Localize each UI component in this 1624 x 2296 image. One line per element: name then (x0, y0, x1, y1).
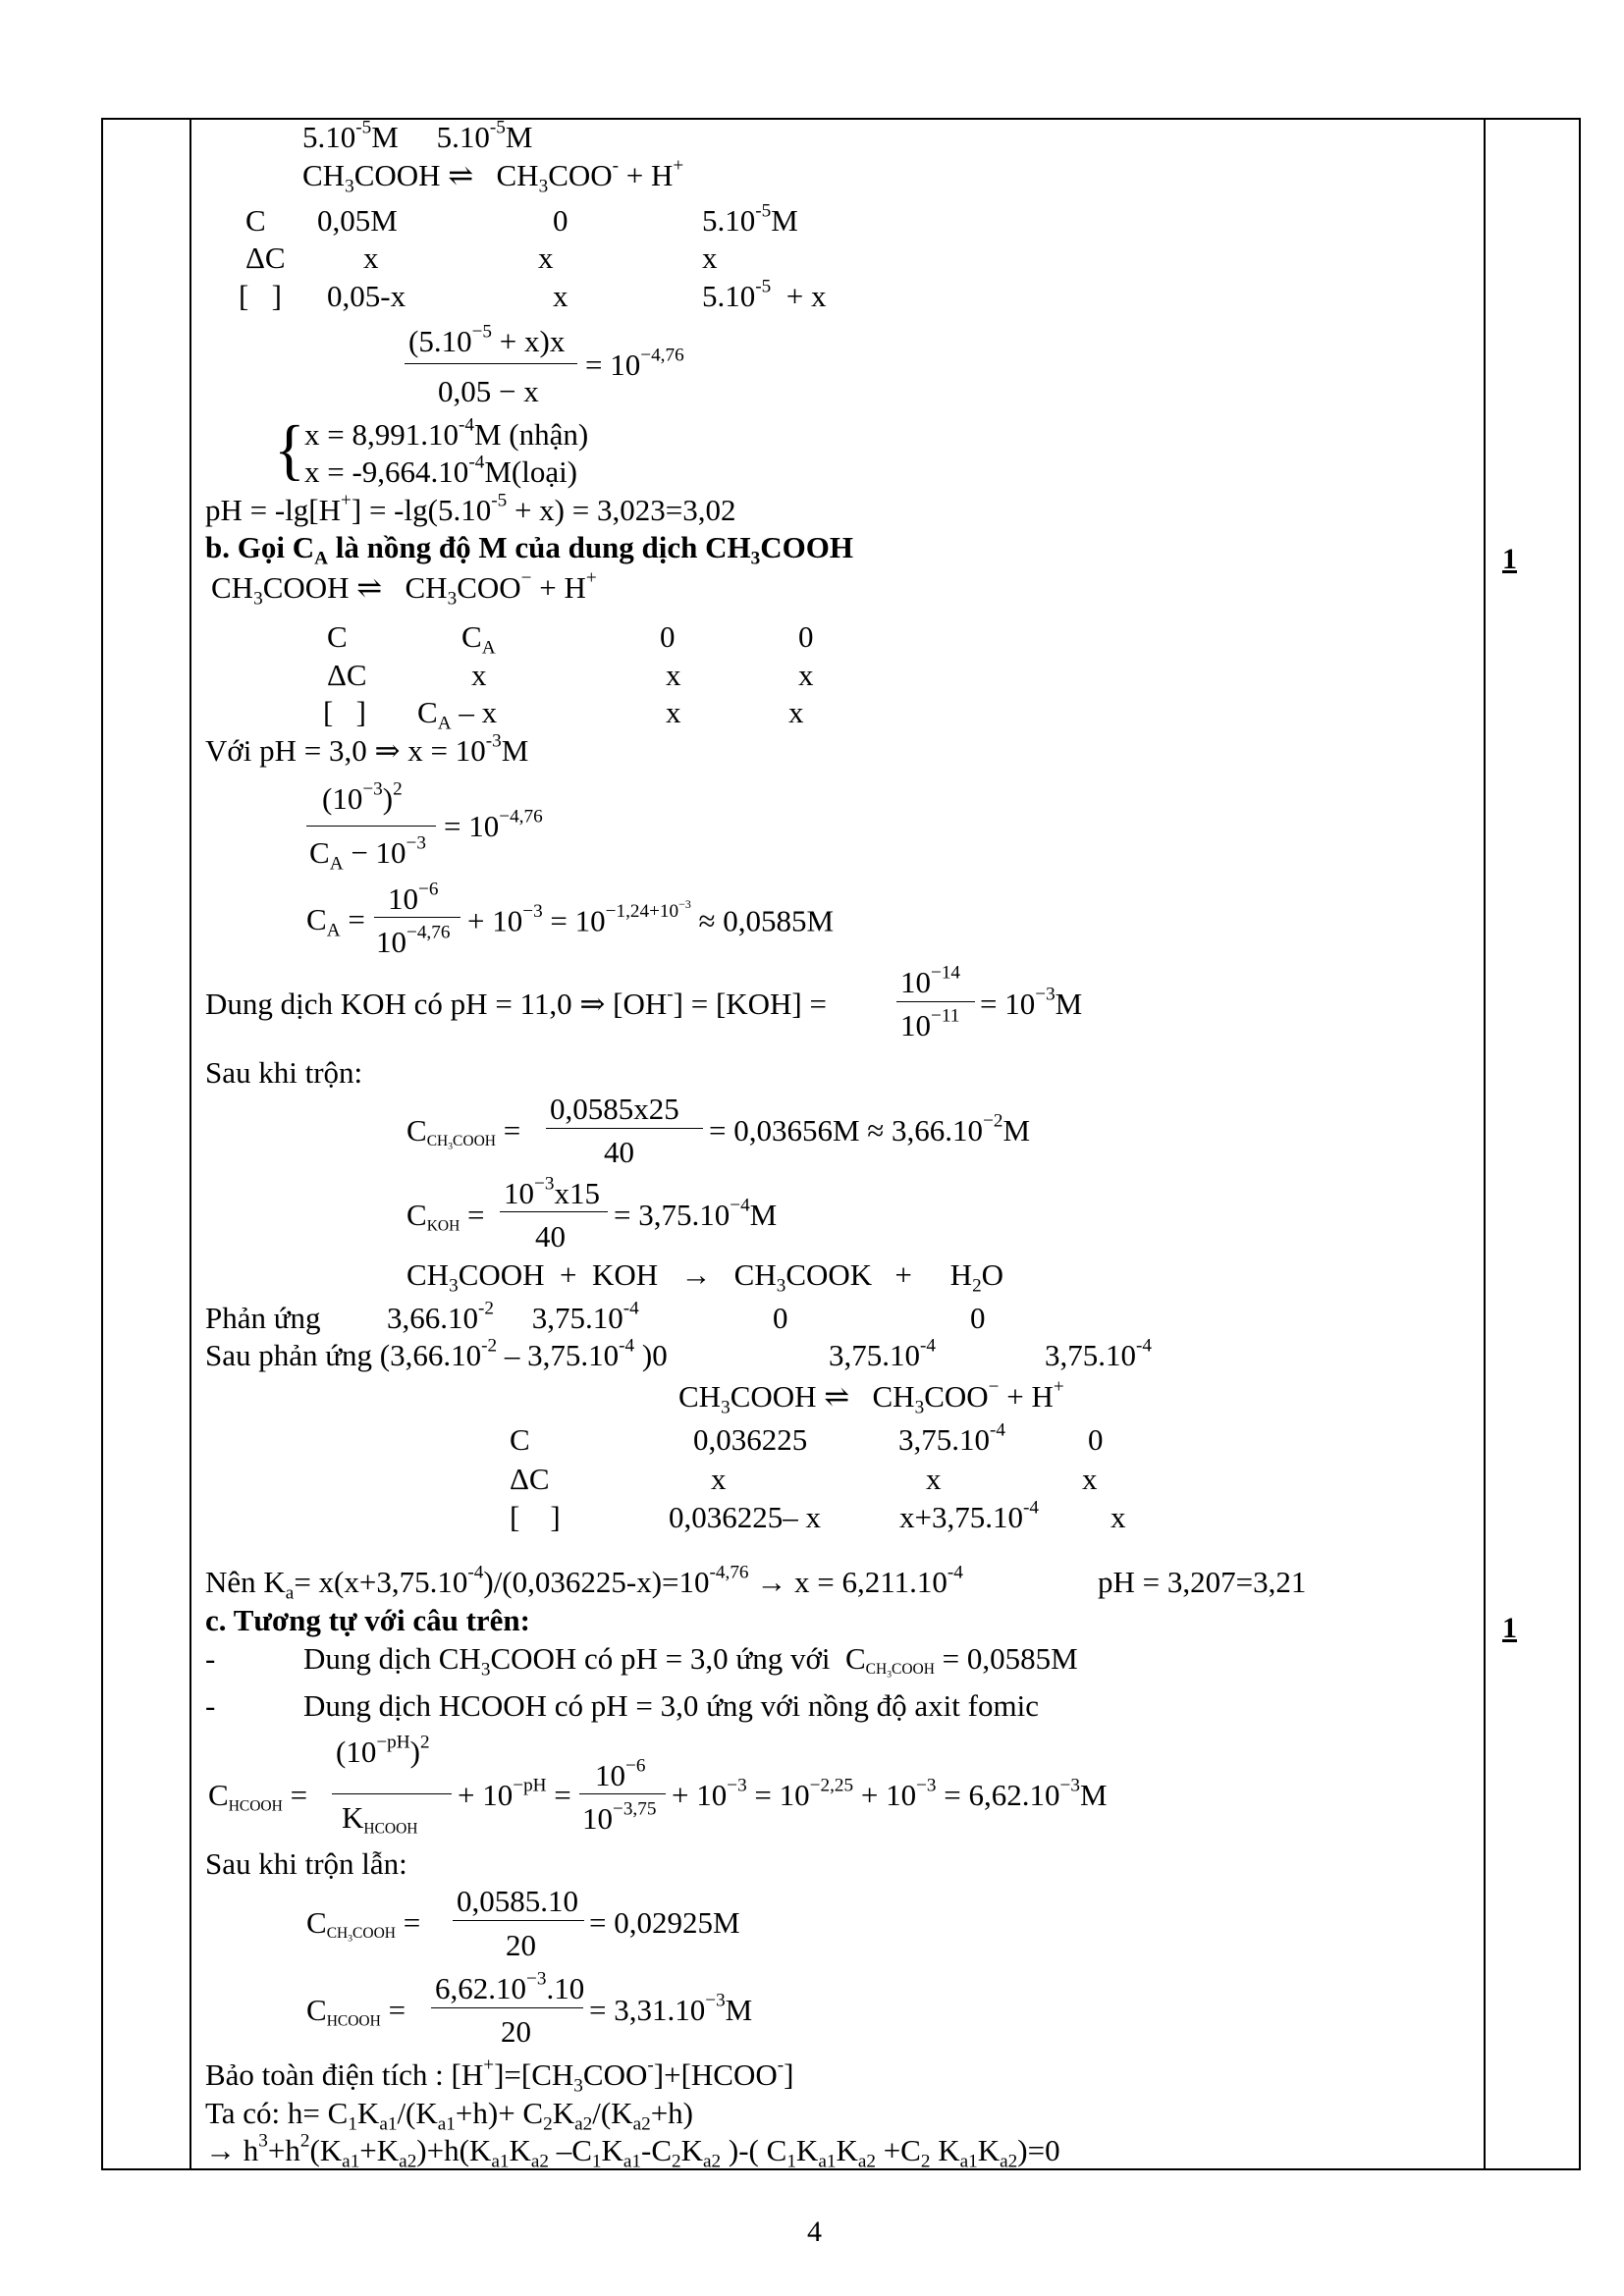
text-line-l36r: = $3,31.10^{-3}M$ (589, 1990, 753, 2027)
text-line-l12b: $C_A$ (461, 619, 496, 659)
text-line-l36d: 20 (501, 2014, 531, 2049)
fraction-bar (453, 1920, 584, 1921)
text-line-l31a: - (205, 1641, 216, 1676)
text-line-l01: $5.10^{-5}M$ $5.10^{-5}M$ (302, 117, 533, 154)
text-line-l35a: $C_{CH_3COOH}$ = (306, 1905, 421, 1945)
text-line-l02: $CH_3COOH$ ⇌ $CH_3COO^- + H^+$ (302, 155, 684, 197)
text-line-l08: $x = -9,664.10^{-4}M(loại)$ (304, 452, 578, 489)
text-line-l15: Với pH = 3,0 ⇒ $x = 10^{-3}M$ (205, 730, 529, 768)
text-line-l12d: 0 (798, 619, 814, 654)
text-line-l11: $CH_3COOH$ ⇌ $CH_3COO^- + H^+$ (211, 567, 597, 610)
text-line-l20n: 0,0585x25 (550, 1092, 679, 1126)
text-line-l27c: x (926, 1462, 942, 1496)
text-line-l27d: x (1082, 1462, 1098, 1496)
table-column-divider-right (1484, 118, 1486, 2170)
text-line-l18a: Dung dịch KOH có pH = 11,0 ⇒ [OH-] = [KOH] = (205, 984, 827, 1021)
text-line-l33m: + $10^{-pH}$ = (458, 1775, 571, 1812)
text-line-l33d: $K_{HCOOH}$ (342, 1800, 418, 1838)
text-line-l28a: [ ] (510, 1500, 561, 1534)
text-line-l24c: $3,75.10^{-4}$ (1045, 1335, 1152, 1372)
fraction-bar (374, 917, 460, 918)
fraction-bar (306, 826, 436, 827)
text-line-l33a: $C_{HCOOH}$ = (208, 1778, 308, 1815)
text-line-l06d: 0,05 − x (438, 374, 539, 408)
text-line-l04b: x (363, 240, 379, 275)
text-line-l18n: $10^{-14}$ (900, 962, 961, 999)
text-line-l13c: x (666, 658, 681, 692)
fraction-bar (405, 363, 577, 364)
text-line-l23b: $3,66.10^{-2}$ $3,75.10^{-4}$ (387, 1298, 639, 1335)
fraction-bar (896, 1001, 975, 1002)
text-line-l13a: ΔC (327, 658, 367, 692)
score-s2: 1 (1502, 1612, 1517, 1644)
text-line-l26d: 0 (1088, 1422, 1104, 1457)
text-line-l38: Ta có: $h= C_1K_{a1}/(K_{a1}+h)+ C_2K_{a2}/(K_{a2}+h)$ (205, 2096, 693, 2135)
text-line-l26a: C (510, 1422, 530, 1457)
text-line-l35d: 20 (506, 1928, 536, 1962)
text-line-l31b: Dung dịch $CH_3COOH$ có pH = 3,0 ứng với $C_{CH_3COOH} = 0,0585M$ (303, 1641, 1078, 1681)
text-line-l20d: 40 (604, 1135, 634, 1169)
text-line-l03b: 0,05M (317, 203, 398, 238)
text-line-l24a: Sau phản ứng ($3,66.10^{-2} - 3,75.10^{-4}$ )0 (205, 1335, 668, 1372)
text-line-l09: pH = $-\lg[H^+] = -\lg(5.10^{-5} + x) = 3,023=3,02$ (205, 490, 736, 527)
text-line-l28b: 0,036225– x (669, 1500, 821, 1534)
text-line-l21a: $C_{KOH}$ = (406, 1198, 485, 1235)
fraction-bar (332, 1793, 452, 1794)
text-line-l10: b. Gọi $C_A$ là nồng độ M của dung dịch $CH_3COOH$ (205, 530, 853, 569)
text-line-l04c: x (538, 240, 554, 275)
text-line-l13b: x (471, 658, 487, 692)
text-line-l33n2: $10^{-6}$ (595, 1755, 646, 1792)
text-line-l35n: 0,0585.10 (457, 1884, 578, 1918)
fraction-bar (500, 1211, 608, 1212)
text-line-l27a: ΔC (510, 1462, 550, 1496)
text-line-l26b: 0,036225 (693, 1422, 808, 1457)
text-line-l19: Sau khi trộn: (205, 1055, 363, 1090)
text-line-l14c: x (666, 695, 681, 729)
text-line-l32b: Dung dịch HCOOH có pH = 3,0 ứng với nồng độ axit fomic (303, 1688, 1039, 1723)
text-line-l18r: = $10^{-3}M$ (980, 984, 1083, 1021)
text-line-l36n: $6,62.10^{-3}.10$ (435, 1968, 585, 2005)
text-line-l04d: x (702, 240, 718, 275)
text-line-l23c: 0 (773, 1301, 788, 1335)
text-line-l22: $CH_3COOH$ + KOH → $CH_3COOK$ + $H_2O$ (406, 1257, 1004, 1297)
text-line-l16n: $(10^{-3})^2$ (322, 778, 403, 816)
solution-brace: { (274, 412, 305, 488)
text-line-l03a: C (245, 203, 266, 238)
text-line-l23a: Phản ứng (205, 1301, 321, 1335)
text-line-l26c: $3,75.10^{-4}$ (898, 1419, 1005, 1457)
text-line-l20a: $C_{CH_3COOH}$ = (406, 1113, 521, 1152)
text-line-l05c: x (553, 279, 568, 313)
text-line-l33d2: $10^{-3,75}$ (582, 1798, 657, 1836)
text-line-l05b: 0,05-x (327, 279, 406, 313)
score-s1: 1 (1502, 543, 1517, 575)
text-line-l32a: - (205, 1688, 216, 1723)
text-line-l33r: + $10^{-3} = 10^{-2,25} + 10^{-3} = 6,62.10^{-3}M$ (672, 1775, 1108, 1812)
text-line-l33n: $(10^{-pH})^2$ (336, 1732, 430, 1769)
text-line-l13d: x (798, 658, 814, 692)
text-line-l14a: [ ] (323, 695, 366, 729)
text-line-l17a: $C_A$ = (306, 902, 365, 941)
text-line-l20r: = $0,03656M \approx 3,66.10^{-2}M$ (709, 1110, 1031, 1148)
fraction-bar (546, 1128, 703, 1129)
text-line-l39: → $h^3+h^2(K_{a1}+K_{a2})+h(K_{a1}K_{a2}$ $-C_1K_{a1}-C_2K_{a2}$ )-( $C_1K_{a1}K_{a2} +C_2$ $K_{a1}K_{a2})=0$ (205, 2130, 1060, 2172)
text-line-l35r: = 0,02925M (589, 1905, 740, 1940)
text-line-l24b: $3,75.10^{-4}$ (829, 1335, 936, 1372)
text-line-l17n: $10^{-6}$ (388, 879, 439, 916)
text-line-l23d: 0 (970, 1301, 986, 1335)
text-line-l28c: $x+3,75.10^{-4}$ (899, 1497, 1039, 1534)
text-line-l29b: pH = 3,207=3,21 (1098, 1565, 1307, 1599)
text-line-l14d: x (788, 695, 804, 729)
text-line-l25: $CH_3COOH$ ⇌ $CH_3COO^- + H^+$ (678, 1376, 1064, 1418)
text-line-l30: c. Tương tự với câu trên: (205, 1603, 530, 1637)
text-line-l07: $x = 8,991.10^{-4}M$ (nhận) (304, 414, 589, 452)
text-line-l28d: x (1110, 1500, 1126, 1534)
text-line-l21d: 40 (535, 1219, 566, 1254)
text-line-l34: Sau khi trộn lẫn: (205, 1846, 407, 1881)
text-line-l36a: $C_{HCOOH}$ = (306, 1993, 406, 2030)
table-column-divider-left (189, 118, 191, 2170)
page-number: 4 (807, 2216, 822, 2248)
text-line-l06r: = $10^{-4,76}$ (585, 345, 684, 382)
text-line-l12c: 0 (660, 619, 676, 654)
text-line-l17r: + $10^{-3} = 10^{-1,24+10^{-3}} \approx 0,0585M$ (467, 897, 835, 938)
text-line-l03d: $5.10^{-5}M$ (702, 200, 798, 238)
text-line-l16d: $C_A - 10^{-3}$ (309, 832, 426, 875)
text-line-l17d: $10^{-4,76}$ (376, 922, 451, 959)
text-line-l05a: [ ] (239, 279, 282, 313)
text-line-l12a: C (327, 619, 348, 654)
text-line-l29a: Nên $K_a= x(x+3,75.10^{-4})/(0,036225-x)=10^{-4,76} \to x = 6,211.10^{-4}$ (205, 1562, 963, 1604)
text-line-l05d: $5.10^{-5} + x$ (702, 276, 827, 313)
text-line-l06n: $(5.10^{-5} + x)x$ (408, 321, 566, 358)
text-line-l16r: = $10^{-4,76}$ (444, 806, 543, 843)
text-line-l18d: $10^{-11}$ (900, 1005, 960, 1042)
text-line-l03c: 0 (553, 203, 568, 238)
fraction-bar (579, 1793, 666, 1794)
text-line-l14b: $C_A$ – x (417, 695, 498, 734)
text-line-l27b: x (711, 1462, 727, 1496)
fraction-bar (431, 2007, 583, 2008)
text-line-l21r: = $3,75.10^{-4}M$ (614, 1195, 778, 1232)
text-line-l04a: ΔC (245, 240, 286, 275)
text-line-l21n: $10^{-3}x15$ (504, 1173, 600, 1210)
text-line-l37: Bảo toàn điện tích : $[H^+]=[CH_3COO^-]+[HCOO^-]$ (205, 2055, 794, 2097)
